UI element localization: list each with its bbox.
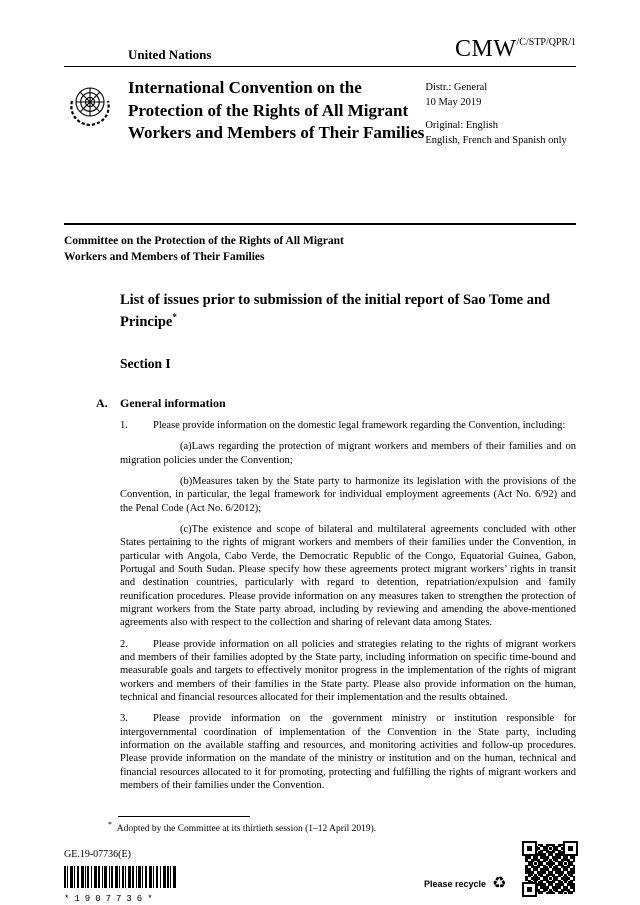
footnote: [108, 816, 538, 834]
paragraph-number: 2.: [120, 638, 128, 650]
footnote-text: [108, 820, 538, 834]
barcode: [64, 866, 176, 904]
paragraph-2: [120, 638, 576, 705]
paragraph-text: Please provide information on the domestic legal framework regarding the Convention, including:: [153, 419, 566, 431]
qr-finder-top-left: [522, 841, 537, 856]
paragraph-1: [120, 419, 576, 432]
masthead-divider-rule: [64, 223, 576, 225]
header-rule: [64, 66, 576, 67]
qr-finder-top-right: [563, 841, 578, 856]
header: [64, 36, 576, 63]
qr-finder-bottom-left: [522, 882, 537, 897]
paragraph-number: (b): [180, 475, 193, 487]
footnote-marker: *: [108, 820, 112, 829]
paragraph-text: The existence and scope of bilateral and multilateral agreements concluded with other States pertaining to the rights of migrant workers and members of their families under the Convention, in particular with Angola, Cabo Verde, the Democratic Republic of the Congo, Equatorial Guinea, Gabon, Portugal and South Sudan. Please specify how these agreements protect migrant workers’ rights in transit and destination countries, particularly with regard to detention, repatriation/expulsion and family reunification procedures. Please provide information on any measures taken to strengthen the protection of migrant workers from the State party abroad, including by reviewing and amending the above-mentioned agreements also with respect to the collection and sharing of relevant data among States.: [120, 523, 576, 629]
document-symbol-suffix: /C/STP/QPR/1: [516, 37, 576, 48]
barcode-digits: *1907736*: [64, 894, 158, 904]
document-symbol: [455, 36, 576, 63]
paragraph-1a: [120, 440, 576, 467]
subsection-label: A.: [96, 395, 108, 410]
document-symbol-main: CMW: [455, 36, 517, 62]
distr-line: Distr.: General: [425, 82, 488, 93]
qr-code: [522, 841, 578, 897]
recycle-icon: ♻: [492, 875, 507, 892]
info-spacer: [425, 110, 576, 119]
document-title: [120, 291, 560, 332]
paragraph-text: Measures taken by the State party to harmonize its legislation with the provisions of the Convention, in particular, the legal framework for individual employment agreements (Act No. 6/92) and the Penal Code (Act No. 6/2012);: [120, 475, 576, 514]
ge-number: GE.19-07736(E): [64, 849, 131, 860]
recycle-notice: [424, 876, 506, 892]
date-line: 10 May 2019: [425, 96, 482, 108]
original-language-line: Original: English: [425, 120, 498, 132]
subsection-heading: [64, 396, 576, 411]
paragraph-number: 1.: [120, 419, 128, 431]
footnote-rule: [118, 816, 250, 817]
languages-line: English, French and Spanish only: [425, 135, 567, 147]
org-name: United Nations: [128, 47, 212, 62]
document-body: [120, 419, 576, 792]
paragraph-text: Laws regarding the protection of migrant workers and members of their families and on migration policies under the Convention;: [120, 441, 576, 466]
title-footnote-marker: *: [172, 311, 177, 322]
committee-heading: Committee on the Protection of the Rights of All Migrant Workers and Members of Their Families: [64, 235, 344, 263]
document-title-text: List of issues prior to submission of the initial report of Sao Tome and Principe: [120, 292, 551, 330]
paragraph-1c: [120, 523, 576, 630]
section-heading: Section I: [120, 355, 171, 371]
recycle-label: Please recycle: [424, 879, 487, 889]
distribution-info: [425, 77, 576, 223]
paragraph-text: Please provide information on the government ministry or institution responsible for intergovernmental coordination of implementation of the Convention in the State party, including information on the available staffing and resources, and monitoring activities and follow-up procedures. Please provide information on the mandate of the ministry or institution and on the human, technical and financial resources allocated to it for promoting, protecting and fulfilling the rights of migrant workers and members of their families under the Convention.: [120, 713, 576, 791]
paragraph-3: [120, 712, 576, 792]
paragraph-number: 3.: [120, 713, 128, 725]
un-emblem-icon: [64, 77, 118, 223]
convention-title: International Convention on the Protection of the Rights of All Migrant Workers and Members of Their Families: [128, 78, 425, 143]
subsection-title: General information: [120, 395, 226, 410]
paragraph-number: (a): [180, 441, 192, 453]
footnote-body: Adopted by the Committee at its thirtieth session (1–12 April 2019).: [116, 824, 377, 835]
paragraph-text: Please provide information on all policies and strategies relating to the rights of migrant workers and members of their families adopted by the State party, including information on specific time-bound and measurable goals and targets to effectively monitor progress in the implementation of the rights of migrant workers and members of their families in the State party. Please also provide information on the human, technical and financial resources allocated for their implementation and the results obtained.: [120, 638, 576, 703]
paragraph-number: (c): [180, 523, 192, 535]
masthead: [64, 77, 576, 223]
barcode-bars: [64, 866, 176, 888]
paragraph-1b: [120, 475, 576, 515]
